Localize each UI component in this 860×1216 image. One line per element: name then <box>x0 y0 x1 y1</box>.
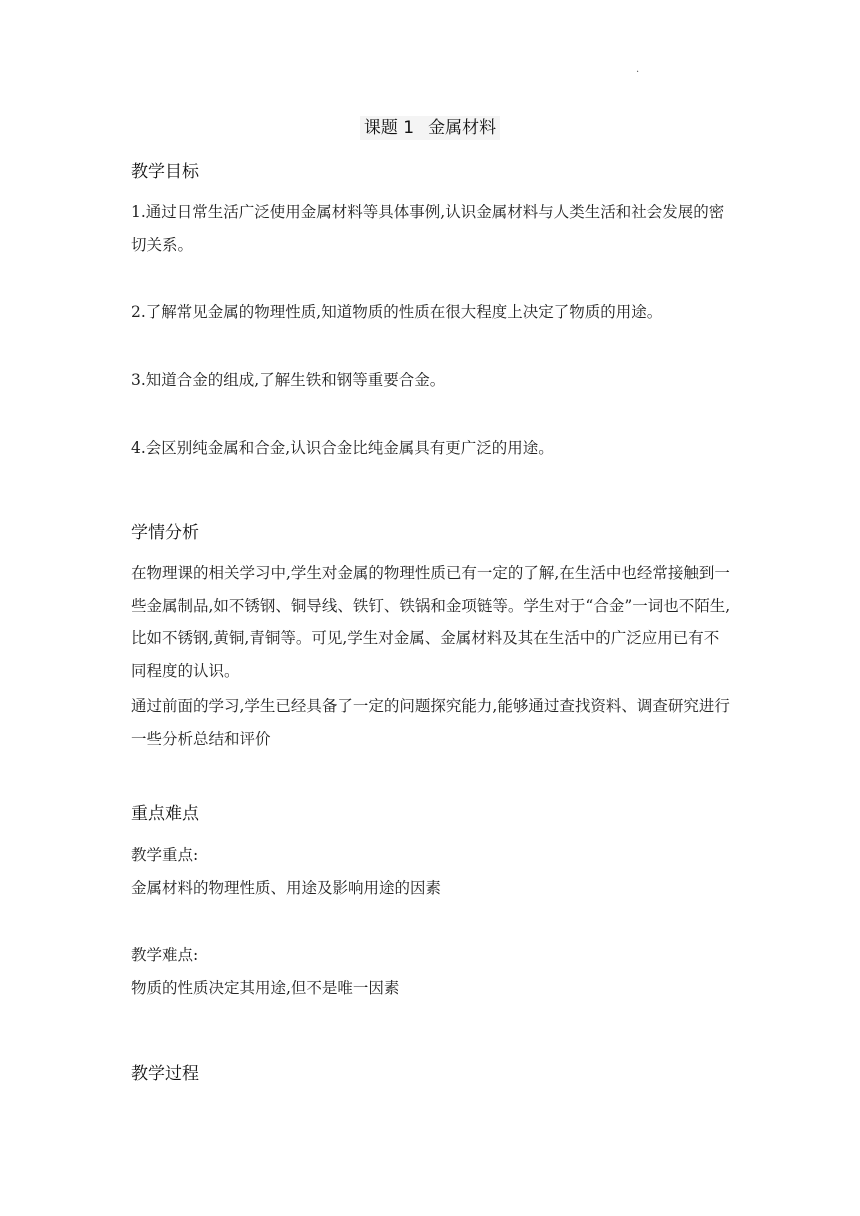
document-title <box>0 116 860 140</box>
objective-item-4: 4.会区别纯金属和合金,认识合金比纯金属具有更广泛的用途。 <box>131 439 554 457</box>
page-dot-mark: . <box>636 64 640 75</box>
analysis-paragraph-1: 在物理课的相关学习中,学生对金属的物理性质已有一定的了解,在生活中也经常接触到一些金属制品,如不锈钢、铜导线、铁钉、铁锅和金项链等。学生对于“合金”一词也不陌生,比如不锈钢,黄铜,青铜等。可见,学生对金属、金属材料及其在生活中的广泛应用已有不同程度的认识。 <box>131 564 731 680</box>
analysis-heading: 学情分析 <box>131 523 199 543</box>
process-heading: 教学过程 <box>131 1064 199 1084</box>
difficulty-text: 物质的性质决定其用途,但不是唯一因素 <box>131 979 400 997</box>
focus-label: 教学重点: <box>131 846 199 864</box>
objective-item-2: 2.了解常见金属的物理性质,知道物质的性质在很大程度上决定了物质的用途。 <box>131 303 663 321</box>
objective-item-1: 1.通过日常生活广泛使用金属材料等具体事例,认识金属材料与人类生活和社会发展的密切关系。 <box>131 203 725 254</box>
title-box <box>360 116 500 140</box>
key-points-heading: 重点难点 <box>131 804 199 824</box>
objectives-heading: 教学目标 <box>131 162 199 182</box>
objective-item-3: 3.知道合金的组成,了解生铁和钢等重要合金。 <box>131 371 446 389</box>
analysis-paragraph-2: 通过前面的学习,学生已经具备了一定的问题探究能力,能够通过查找资料、调查研究进行一些分析总结和评价 <box>131 697 730 748</box>
title-code: 课题 1 <box>363 118 415 138</box>
focus-text: 金属材料的物理性质、用途及影响用途的因素 <box>131 879 442 897</box>
difficulty-label: 教学难点: <box>131 946 199 964</box>
title-text: 金属材料 <box>428 118 497 138</box>
